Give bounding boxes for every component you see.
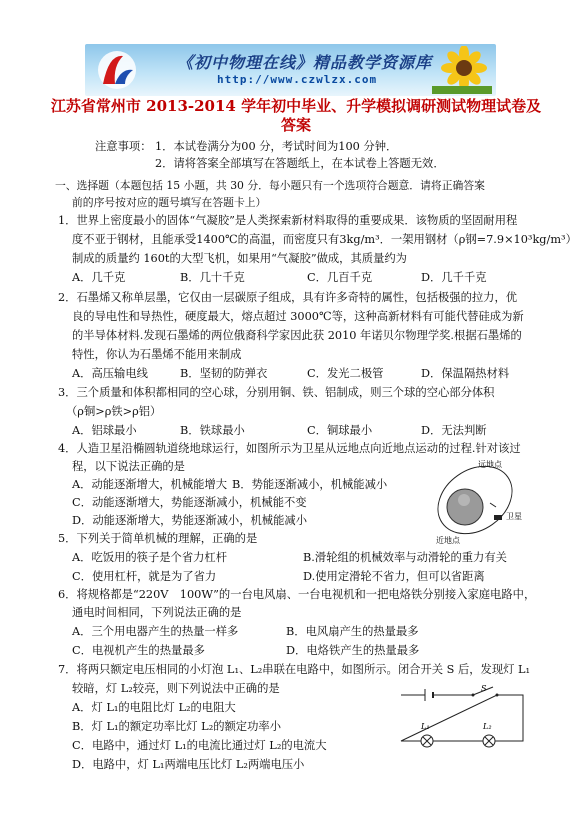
q5-option-b: B.滑轮组的机械效率与动滑轮的重力有关 xyxy=(303,551,507,564)
q5-option-c: C．使用杠杆，就是为了省力 xyxy=(72,570,217,583)
q5-option-a: A．吃饭用的筷子是个省力杠杆 xyxy=(72,551,228,564)
q7-option-b: B．灯 L₁的额定功率比灯 L₂的额定功率小 xyxy=(72,720,281,733)
q3-option-d: D．无法判断 xyxy=(421,424,487,437)
q6-option-a: A．三个用电器产生的热量一样多 xyxy=(72,625,239,638)
q4-line-1: 4．人造卫星沿椭圆轨道绕地球运行，如图所示为卫星从远地点向近地点运动的过程.针对该过 xyxy=(58,442,521,455)
q1-option-d: D．几千千克 xyxy=(421,271,487,284)
banner-title: 《初中物理在线》精品教学资源库 xyxy=(177,53,433,72)
document-title-line-2: 答案 xyxy=(280,116,311,134)
note-1: 1．本试卷满分为00 分，考试时间为100 分钟． xyxy=(155,140,398,153)
label-far-point: 远地点 xyxy=(478,460,502,469)
q7-line-1: 7．将两只额定电压相同的小灯泡 L₁、L₂串联在电路中，如图所示。闭合开关 S 后，发现灯 L₁ xyxy=(58,663,531,676)
q6-line-2: 通电时间相同，下列说法正确的是 xyxy=(72,606,242,619)
q4-line-2: 程，以下说法正确的是 xyxy=(72,460,185,473)
satellite-icon xyxy=(494,515,502,520)
q7-option-a: A．灯 L₁的电阻比灯 L₂的电阻大 xyxy=(72,701,236,714)
label-l2: L₂ xyxy=(483,722,492,731)
q3-line-2: （ρ铜>ρ铁>ρ铝） xyxy=(66,405,162,418)
site-logo-icon xyxy=(93,48,139,92)
q4-option-a: A．动能逐渐增大，机械能增大 xyxy=(72,478,228,491)
q1-option-b: B．几十千克 xyxy=(180,271,245,284)
lamp-l1-icon xyxy=(421,735,433,747)
note-2: 2．请将答案全部填写在答题纸上，在本试卷上答题无效． xyxy=(155,157,445,170)
q4-option-d: D．动能逐渐增大，势能逐渐减小，机械能减小 xyxy=(72,514,307,527)
q7-option-c: C．电路中，通过灯 L₁的电流比通过灯 L₂的电流大 xyxy=(72,739,327,752)
q1-line-1: 1．世界上密度最小的固体“气凝胶”是人类探索新材料取得的重要成果．该物质的坚固耐用程 xyxy=(58,214,518,227)
header-banner xyxy=(85,44,496,96)
q3-option-b: B．铁球最小 xyxy=(180,424,245,437)
q1-line-3: 制成的质量约 160t的大型飞机，如果用“气凝胶”做成，其质量约为 xyxy=(72,252,407,265)
q2-option-b: B．坚韧的防弹衣 xyxy=(180,367,268,380)
q2-line-2: 良的导电性和导热性，硬度最大，熔点超过 3000℃等，这种高新材料有可能代替硅成为新 xyxy=(72,310,524,323)
q2-option-d: D．保温隔热材料 xyxy=(421,367,510,380)
label-l1: L₁ xyxy=(421,722,430,731)
q5-option-d: D.使用定滑轮不省力，但可以省距离 xyxy=(303,570,485,583)
q2-option-a: A．高压输电线 xyxy=(72,367,148,380)
q6-option-d: D．电烙铁产生的热量最多 xyxy=(286,644,420,657)
q1-option-a: A．几千克 xyxy=(72,271,126,284)
q2-line-4: 特性，你认为石墨烯不能用来制成 xyxy=(72,348,242,361)
banner-url[interactable]: http://www.czwlzx.com xyxy=(217,73,378,86)
q6-option-b: B．电风扇产生的热量最多 xyxy=(286,625,419,638)
notes-label: 注意事项： xyxy=(95,140,152,153)
lamp-l2-icon xyxy=(483,735,495,747)
q2-option-c: C．发光二极管 xyxy=(307,367,384,380)
q3-option-c: C．铜球最小 xyxy=(307,424,373,437)
q7-option-d: D．电路中，灯 L₁两端电压比灯 L₂两端电压小 xyxy=(72,758,305,771)
q5-line-1: 5．下列关于简单机械的理解，正确的是 xyxy=(58,532,258,545)
q4-option-b: B．势能逐渐减小，机械能减小 xyxy=(232,478,388,491)
q2-line-3: 的半导体材料.发现石墨烯的两位俄裔科学家因此获 2010 年诺贝尔物理学奖.根据石墨烯的 xyxy=(72,329,522,342)
section-heading-line-1: 一、选择题（本题包括 15 小题，共 30 分．每小题只有一个选项符合题意．请将正确答案 xyxy=(55,179,485,192)
q7-line-2: 较暗，灯 L₂较亮，则下列说法中正确的是 xyxy=(72,682,280,695)
q6-line-1: 6．将规格都是“220V 100W”的一台电风扇、一台电视机和一把电烙铁分别接入家庭电路中， xyxy=(58,588,536,601)
q1-line-2: 度不亚于钢材，且能承受1400℃的高温，而密度只有3kg/m³．一架用钢材（ρ钢=7.9×10³kg/m³） xyxy=(72,233,577,246)
series-circuit-figure xyxy=(393,685,531,757)
q6-option-c: C．电视机产生的热量最多 xyxy=(72,644,205,657)
label-satellite: 卫星 xyxy=(506,512,522,521)
document-title-line-1: 江苏省常州市 2013-2014 学年初中毕业、升学模拟调研测试物理试卷及 xyxy=(50,97,542,115)
q1-option-c: C．几百千克 xyxy=(307,271,373,284)
label-near-point: 近地点 xyxy=(436,536,460,545)
section-heading-line-2: 前的序号按对应的题号填写在答题卡上） xyxy=(72,196,267,209)
q3-option-a: A．铝球最小 xyxy=(72,424,137,437)
q3-line-1: 3．三个质量和体积都相同的空心球，分别用铜、铁、铝制成，则三个球的空心部分体积 xyxy=(58,386,495,399)
satellite-orbit-figure xyxy=(430,455,530,545)
document-title xyxy=(46,97,546,135)
q2-line-1: 2．石墨烯又称单层墨，它仅由一层碳原子组成，具有许多奇特的属性，包括极强的拉力，优 xyxy=(58,291,518,304)
q4-option-c: C．动能逐渐增大，势能逐渐减小，机械能不变 xyxy=(72,496,307,509)
label-switch: S xyxy=(481,685,487,693)
sunflower-icon xyxy=(432,46,492,94)
